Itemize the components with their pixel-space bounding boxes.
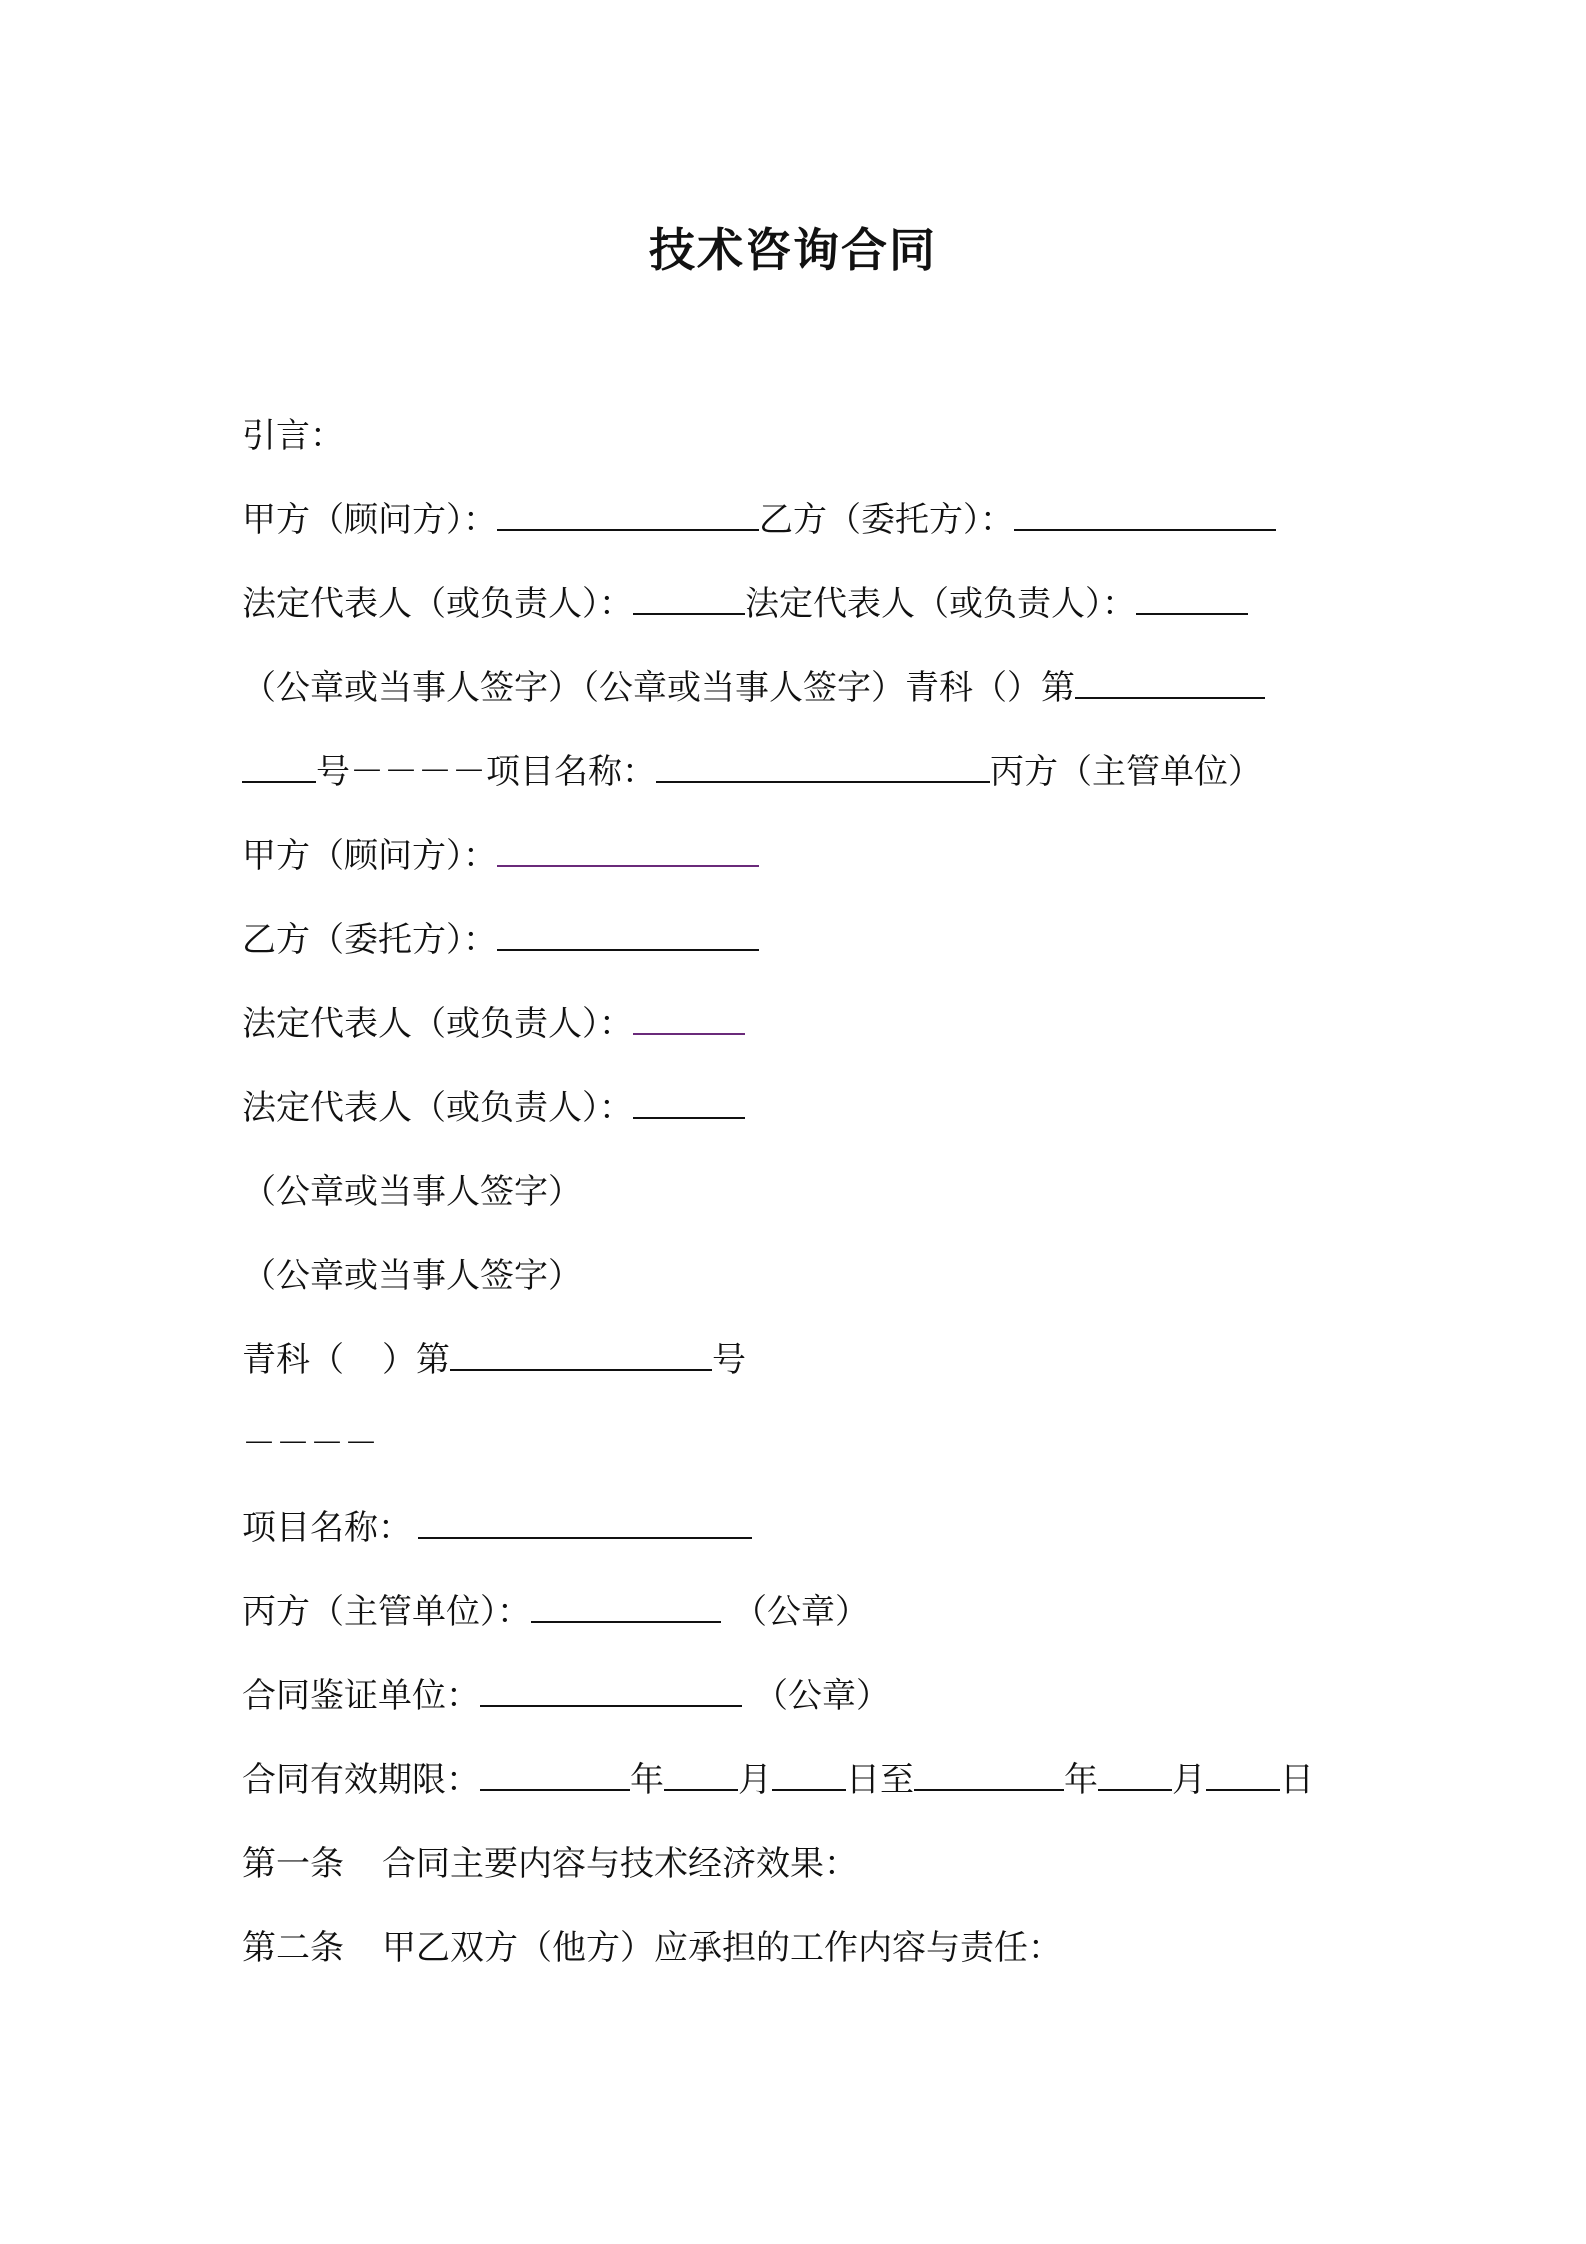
seal-qingke-label: （公章或当事人签字）（公章或当事人签字）青科（）第 <box>242 668 1075 708</box>
verify-line <box>242 1668 1362 1752</box>
qingke-line <box>242 1332 1362 1416</box>
seal-a-line <box>242 1164 1362 1248</box>
qingke-number-blank[interactable] <box>1075 667 1265 699</box>
verify-field[interactable] <box>480 1675 742 1707</box>
article-1-number: 第一条 <box>242 1844 344 1884</box>
end-month-field[interactable] <box>1098 1759 1172 1791</box>
party-c-field[interactable] <box>531 1591 721 1623</box>
rep-a-line <box>242 996 1362 1080</box>
party-b-blank[interactable] <box>1014 499 1276 531</box>
intro-line <box>242 408 1362 492</box>
start-month-field[interactable] <box>664 1759 738 1791</box>
project-field[interactable] <box>418 1507 752 1539</box>
end-month-unit: 月 <box>1172 1760 1206 1800</box>
party-c-label: 丙方（主管单位） <box>990 752 1262 792</box>
qingke-close: ）第 <box>382 1340 450 1380</box>
rep-line-1 <box>242 576 1362 660</box>
rep-b-line <box>242 1080 1362 1164</box>
end-year-field[interactable] <box>914 1759 1064 1791</box>
verify-seal: （公章） <box>754 1676 890 1716</box>
start-day-unit: 日至 <box>846 1760 914 1800</box>
start-year-unit: 年 <box>630 1760 664 1800</box>
end-day-field[interactable] <box>1206 1759 1280 1791</box>
rep-a-blank[interactable] <box>633 583 745 615</box>
party-c-text: 丙方（主管单位）： <box>242 1592 531 1632</box>
article-1-heading: 合同主要内容与技术经济效果： <box>382 1844 858 1884</box>
party-b-line <box>242 912 1362 996</box>
project-line-1 <box>242 744 1362 828</box>
seal-b-text: （公章或当事人签字） <box>242 1256 582 1296</box>
rep-a-field[interactable] <box>633 1003 745 1035</box>
project-line <box>242 1500 1362 1584</box>
validity-text: 合同有效期限： <box>242 1760 480 1800</box>
qingke-open: 青科（ <box>242 1340 344 1380</box>
qingke-suffix: 号 <box>712 1340 746 1380</box>
project-label: 号－－－－项目名称： <box>316 752 656 792</box>
document-title: 技术咨询合同 <box>649 223 937 277</box>
party-a-line <box>242 828 1362 912</box>
party-c-line <box>242 1584 1362 1668</box>
party-a-text: 甲方（顾问方）： <box>242 836 497 876</box>
seal-line-1 <box>242 660 1362 744</box>
rep-a-text: 法定代表人（或负责人）： <box>242 1004 633 1044</box>
seal-a-text: （公章或当事人签字） <box>242 1172 582 1212</box>
contract-body <box>242 408 1362 2004</box>
start-year-field[interactable] <box>480 1759 630 1791</box>
qingke-number-field[interactable] <box>450 1339 712 1371</box>
party-a-field[interactable] <box>497 835 759 867</box>
party-b-field[interactable] <box>497 919 759 951</box>
article-2-heading: 甲乙双方（他方）应承担的工作内容与责任： <box>382 1928 1062 1968</box>
rep-b-field[interactable] <box>633 1087 745 1119</box>
seal-b-line <box>242 1248 1362 1332</box>
start-month-unit: 月 <box>738 1760 772 1800</box>
party-b-text: 乙方（委托方）： <box>242 920 497 960</box>
party-line-1 <box>242 492 1362 576</box>
dashes-line <box>242 1416 1362 1500</box>
verify-text: 合同鉴证单位： <box>242 1676 480 1716</box>
rep-b-blank[interactable] <box>1136 583 1248 615</box>
project-name-blank[interactable] <box>656 751 990 783</box>
start-day-field[interactable] <box>772 1759 846 1791</box>
party-b-label: 乙方（委托方）： <box>759 500 1014 540</box>
validity-line <box>242 1752 1362 1836</box>
end-year-unit: 年 <box>1064 1760 1098 1800</box>
project-text: 项目名称： <box>242 1508 412 1548</box>
article-1-line <box>242 1836 1362 1920</box>
number-blank[interactable] <box>242 751 316 783</box>
rep-b-text: 法定代表人（或负责人）： <box>242 1088 633 1128</box>
party-a-blank[interactable] <box>497 499 759 531</box>
end-day-unit: 日 <box>1280 1760 1314 1800</box>
party-c-seal: （公章） <box>733 1592 869 1632</box>
rep-b-label: 法定代表人（或负责人）： <box>745 584 1136 624</box>
article-2-number: 第二条 <box>242 1928 344 1968</box>
party-a-label: 甲方（顾问方）： <box>242 500 497 540</box>
dashes-text: －－－－ <box>242 1424 378 1464</box>
rep-a-label: 法定代表人（或负责人）： <box>242 584 633 624</box>
intro-label: 引言： <box>242 416 344 456</box>
article-2-line <box>242 1920 1362 2004</box>
